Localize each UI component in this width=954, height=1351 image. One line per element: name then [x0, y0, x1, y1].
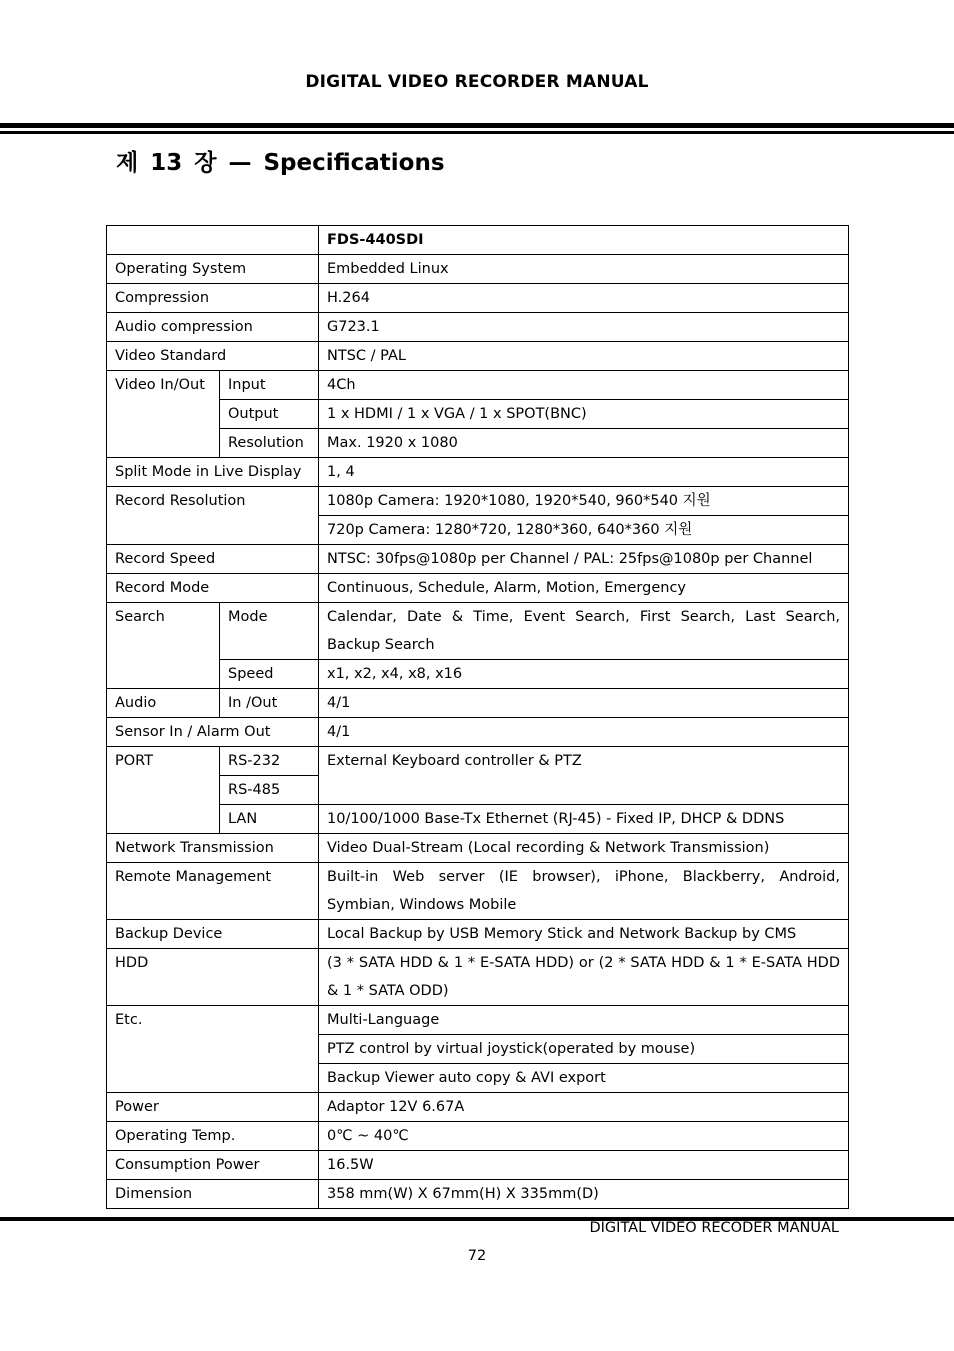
spec-label: PORT — [107, 747, 220, 834]
table-row — [107, 574, 849, 603]
spec-sublabel: Mode — [220, 603, 319, 660]
spec-label: Audio — [107, 689, 220, 718]
table-row — [107, 226, 849, 255]
spec-value: 358 mm(W) X 67mm(H) X 335mm(D) — [319, 1180, 849, 1209]
spec-value: 10/100/1000 Base-Tx Ethernet (RJ-45) - Fixed IP, DHCP & DDNS — [319, 805, 849, 834]
chapter-heading — [116, 144, 445, 177]
spec-value: Max. 1920 x 1080 — [319, 429, 849, 458]
spec-sublabel: RS-232 — [220, 747, 319, 776]
chapter-title: Specifications — [263, 150, 445, 176]
table-row — [107, 920, 849, 949]
spec-value: Local Backup by USB Memory Stick and Network Backup by CMS — [319, 920, 849, 949]
spec-value: 4/1 — [319, 689, 849, 718]
spec-label: Record Mode — [107, 574, 319, 603]
table-row — [107, 545, 849, 574]
spec-value: Backup Viewer auto copy & AVI export — [319, 1064, 849, 1093]
spec-sublabel: Speed — [220, 660, 319, 689]
table-row — [107, 1006, 849, 1035]
header-title: DIGITAL VIDEO RECORDER MANUAL — [305, 72, 649, 92]
spec-sublabel: In /Out — [220, 689, 319, 718]
spec-label: Power — [107, 1093, 319, 1122]
spec-value: Calendar, Date & Time, Event Search, First Search, Last Search, Backup Search — [319, 603, 849, 660]
spec-value: Continuous, Schedule, Alarm, Motion, Emergency — [319, 574, 849, 603]
table-row — [107, 834, 849, 863]
chapter-number: 13 — [150, 150, 183, 176]
spec-value: Adaptor 12V 6.67A — [319, 1093, 849, 1122]
spec-value: Embedded Linux — [319, 255, 849, 284]
spec-value: Video Dual-Stream (Local recording & Network Transmission) — [319, 834, 849, 863]
spec-label: Search — [107, 603, 220, 689]
table-row — [107, 1122, 849, 1151]
spec-value: (3 * SATA HDD & 1 * E-SATA HDD) or (2 * SATA HDD & 1 * E-SATA HDD & 1 * SATA ODD) — [319, 949, 849, 1006]
table-row — [107, 284, 849, 313]
spec-value: NTSC / PAL — [319, 342, 849, 371]
spec-label: Backup Device — [107, 920, 319, 949]
spec-value: 1, 4 — [319, 458, 849, 487]
chapter-suffix: 장 — [194, 150, 217, 176]
spec-sublabel: Resolution — [220, 429, 319, 458]
spec-sublabel: RS-485 — [220, 776, 319, 805]
table-row — [107, 718, 849, 747]
spec-value: 16.5W — [319, 1151, 849, 1180]
spec-label: Compression — [107, 284, 319, 313]
table-row — [107, 603, 849, 660]
chapter-prefix: 제 — [116, 150, 139, 176]
spec-value: 4/1 — [319, 718, 849, 747]
spec-value: x1, x2, x4, x8, x16 — [319, 660, 849, 689]
table-row — [107, 1151, 849, 1180]
chapter-dash: — — [228, 150, 252, 176]
header-rule-thin — [0, 131, 954, 134]
spec-sublabel: Input — [220, 371, 319, 400]
spec-label: Operating System — [107, 255, 319, 284]
spec-label: Audio compression — [107, 313, 319, 342]
spec-label: HDD — [107, 949, 319, 1006]
table-row — [107, 255, 849, 284]
footer-title: DIGITAL VIDEO RECODER MANUAL — [589, 1220, 839, 1236]
spec-value: Multi-Language — [319, 1006, 849, 1035]
table-row — [107, 487, 849, 516]
spec-sublabel: LAN — [220, 805, 319, 834]
spec-value: H.264 — [319, 284, 849, 313]
table-row — [107, 342, 849, 371]
table-row — [107, 313, 849, 342]
spec-label: Dimension — [107, 1180, 319, 1209]
spec-sublabel: Output — [220, 400, 319, 429]
spec-value: Built-in Web server (IE browser), iPhone, Blackberry, Android, Symbian, Windows Mobile — [319, 863, 849, 920]
spec-value: 1 x HDMI / 1 x VGA / 1 x SPOT(BNC) — [319, 400, 849, 429]
spec-label: Operating Temp. — [107, 1122, 319, 1151]
spec-label: Sensor In / Alarm Out — [107, 718, 319, 747]
table-row — [107, 689, 849, 718]
spec-label: Record Speed — [107, 545, 319, 574]
table-row — [107, 371, 849, 400]
table-row — [107, 747, 849, 776]
table-row — [107, 949, 849, 1006]
spec-value: 0℃ ~ 40℃ — [319, 1122, 849, 1151]
spec-label: Video In/Out — [107, 371, 220, 458]
spec-label: Video Standard — [107, 342, 319, 371]
spec-value: PTZ control by virtual joystick(operated by mouse) — [319, 1035, 849, 1064]
spec-label: Remote Management — [107, 863, 319, 920]
spec-label: Split Mode in Live Display — [107, 458, 319, 487]
spec-value: NTSC: 30fps@1080p per Channel / PAL: 25fps@1080p per Channel — [319, 545, 849, 574]
spec-label: Etc. — [107, 1006, 319, 1093]
table-row — [107, 863, 849, 920]
spec-table — [106, 225, 849, 1209]
table-row — [107, 1093, 849, 1122]
spec-value: G723.1 — [319, 313, 849, 342]
spec-label: Network Transmission — [107, 834, 319, 863]
page-number: 72 — [467, 1248, 487, 1264]
spec-value: External Keyboard controller & PTZ — [319, 747, 849, 805]
table-row — [107, 458, 849, 487]
spec-value: 1080p Camera: 1920*1080, 1920*540, 960*540 지원 — [319, 487, 849, 516]
spec-value: 720p Camera: 1280*720, 1280*360, 640*360 지원 — [319, 516, 849, 545]
spec-value: 4Ch — [319, 371, 849, 400]
model-name: FDS-440SDI — [319, 226, 849, 255]
header-rule-thick — [0, 123, 954, 128]
spec-label: Record Resolution — [107, 487, 319, 545]
table-row — [107, 1180, 849, 1209]
spec-label: Consumption Power — [107, 1151, 319, 1180]
header-empty-cell — [107, 226, 319, 255]
